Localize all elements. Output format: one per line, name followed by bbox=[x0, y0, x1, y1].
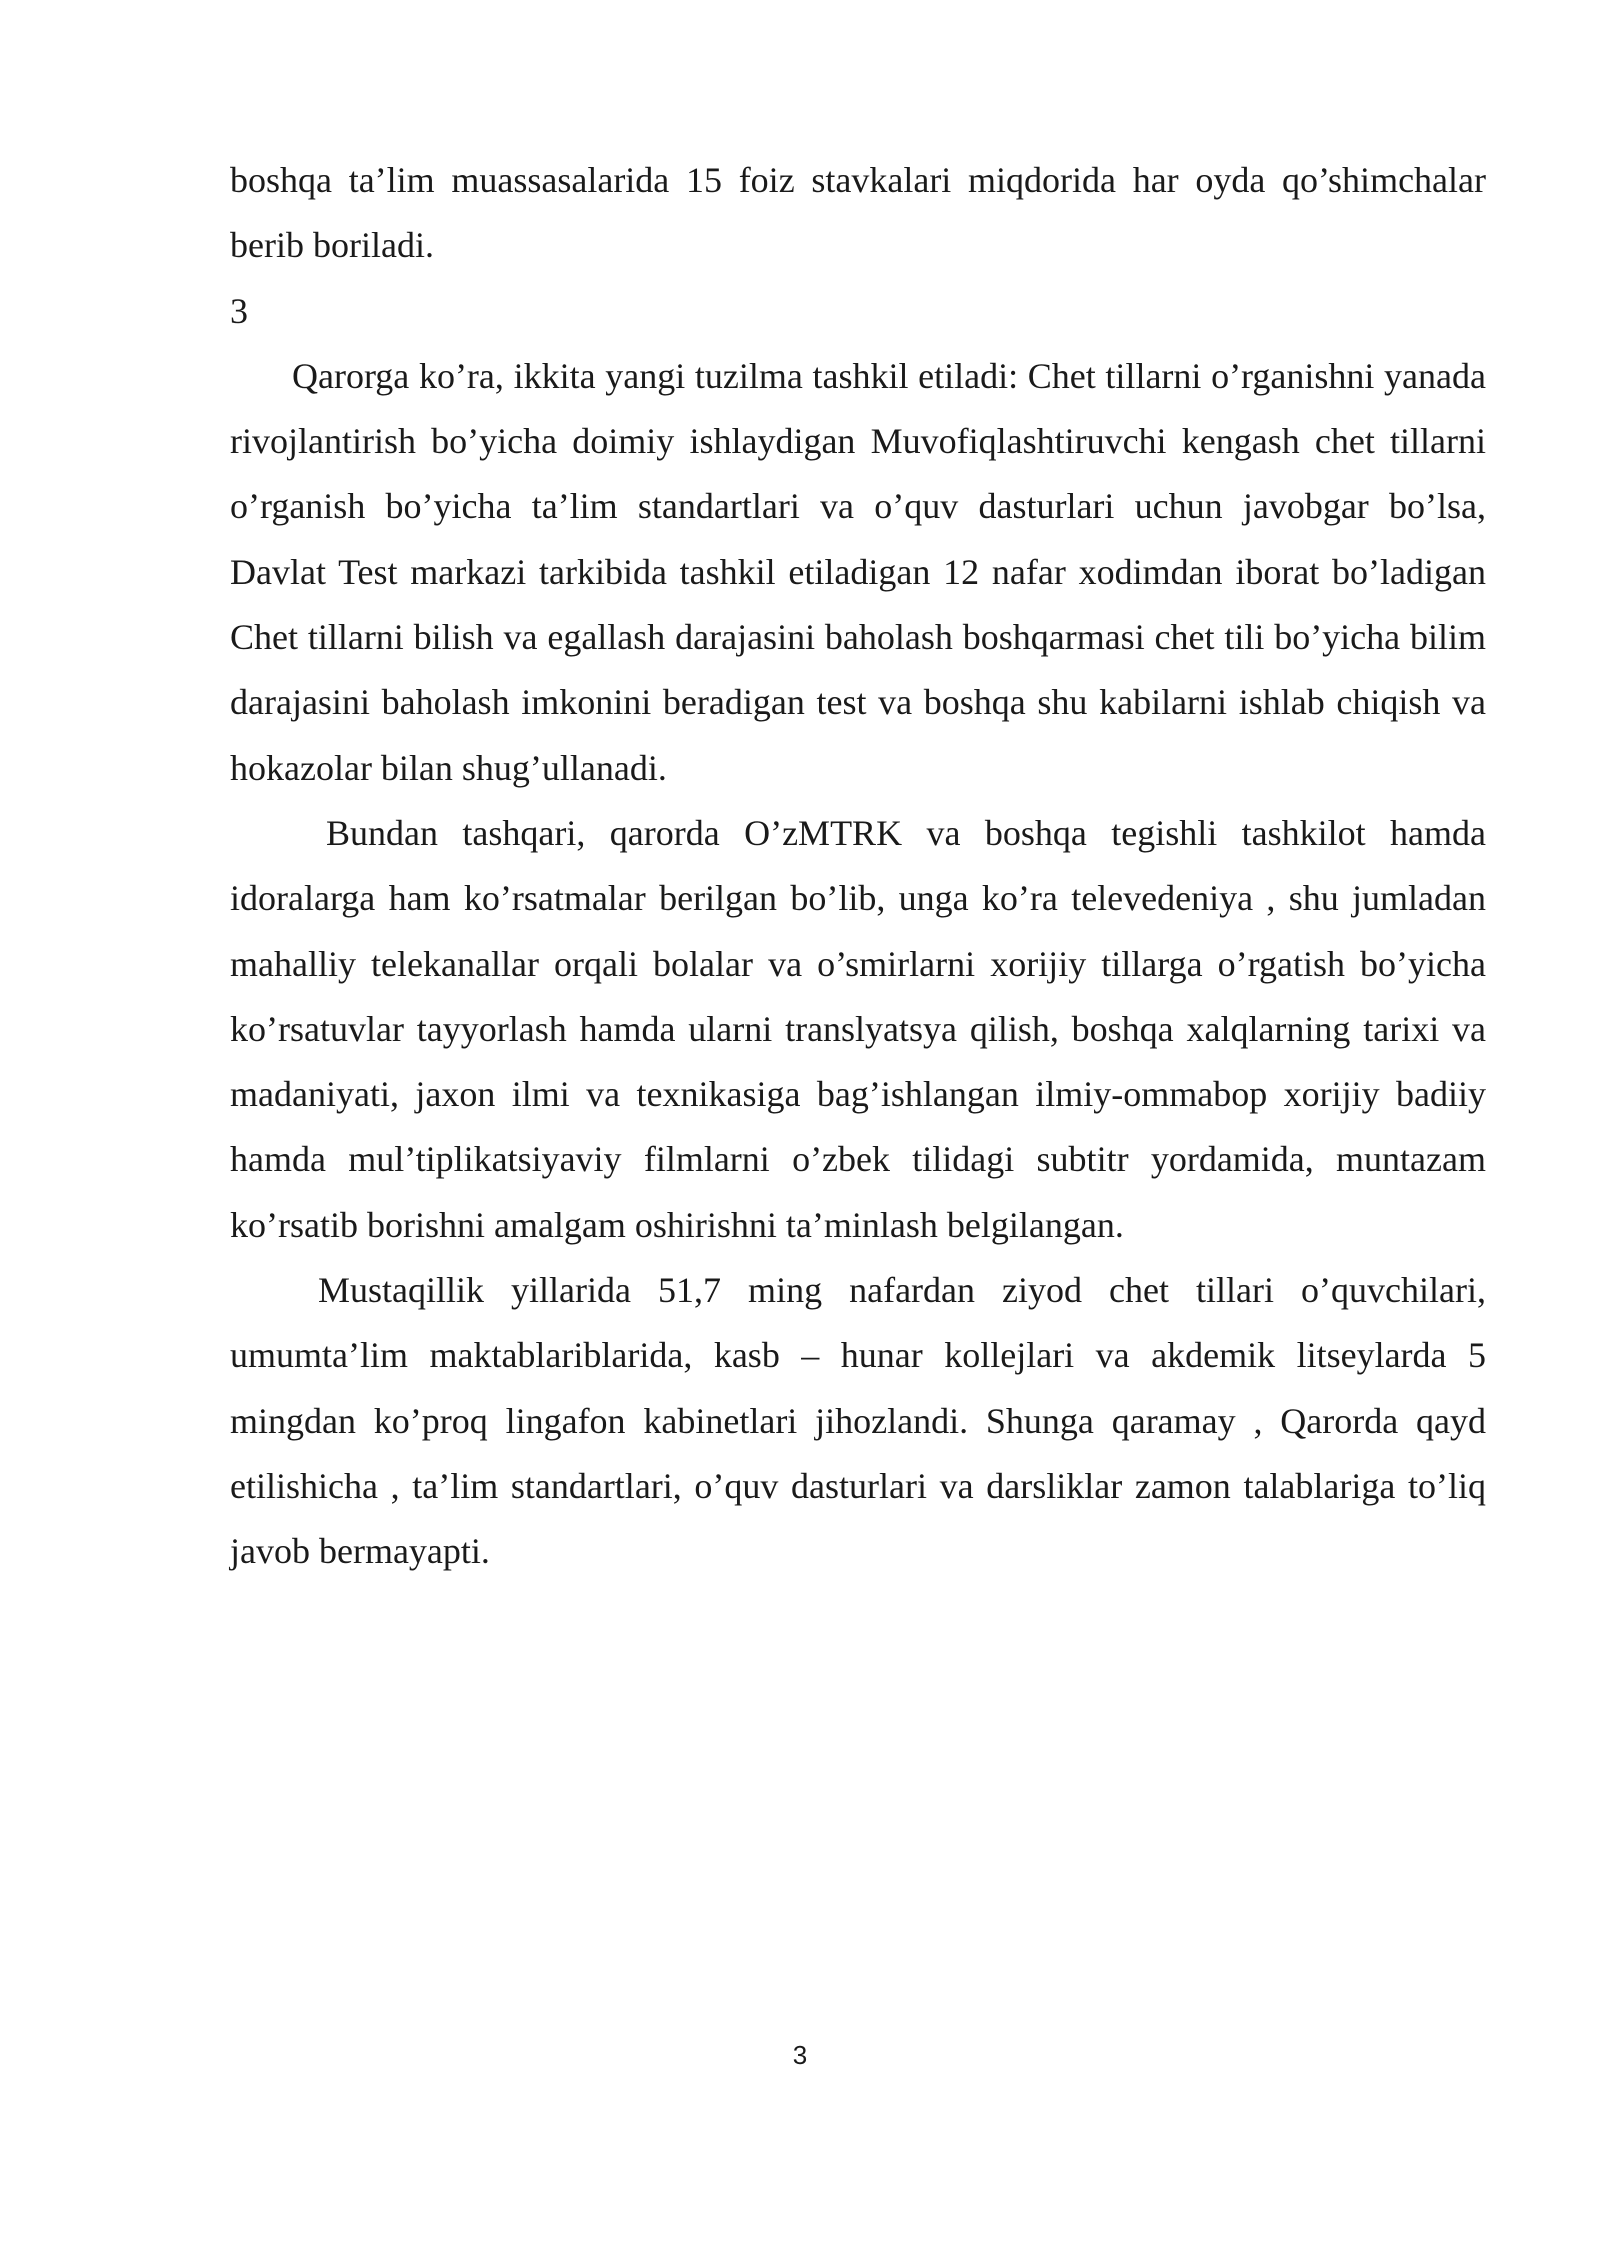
paragraph-3: Bundan tashqari, qarorda O’zMTRK va boshqa tegishli tashkilot hamda idoralarga ham ko’rsatmalar berilgan bo’lib, unga ko’ra televedeniya , shu jumladan mahalliy telekanallar orqali bolalar va o’smirlarni xorijiy tillarga o’rgatish bo’yicha ko’rsatuvlar tayyorlash hamda ularni translyatsya qilish, boshqa xalqlarning tarixi va madaniyati, jaxon ilmi va texnikasiga bag’ishlangan ilmiy-ommabop xorijiy badiiy hamda mul’tiplikatsiyaviy filmlarni o’zbek tilidagi subtitr yordamida, muntazam ko’rsatib borishni amalgam oshirishni ta’minlash belgilangan. bbox=[230, 812, 1486, 1245]
document-body bbox=[230, 148, 1486, 1585]
page-number: 3 bbox=[792, 2040, 808, 2070]
paragraph-4: Mustaqillik yillarida 51,7 ming nafardan ziyod chet tillari o’quvchilari, umumta’lim maktablariblarida, kasb – hunar kollejlari va akdemik litseylarda 5 mingdan ko’proq lingafon kabinetlari jihozlandi. Shunga qaramay , Qarorda qayd etilishicha , ta’lim standartlari, o’quv dasturlari va darsliklar zamon talablariga to’liq javob bermayapti. bbox=[230, 1270, 1486, 1572]
section-number: 3 bbox=[230, 290, 248, 331]
paragraph-1: boshqa ta’lim muassasalarida 15 foiz stavkalari miqdorida har oyda qo’shimchalar berib boriladi. bbox=[230, 160, 1486, 266]
paragraph-2: Qarorga ko’ra, ikkita yangi tuzilma tashkil etiladi: Chet tillarni o’rganishni yanada rivojlantirish bo’yicha doimiy ishlaydigan Muvofiqlashtiruvchi kengash chet tillarni o’rganish bo’yicha ta’lim standartlari va o’quv dasturlari uchun javobgar bo’lsa, Davlat Test markazi tarkibida tashkil etiladigan 12 nafar xodimdan iborat bo’ladigan Chet tillarni bilish va egallash darajasini baholash boshqarmasi chet tili bo’yicha bilim darajasini baholash imkonini beradigan test va boshqa shu kabilarni ishlab chiqish va hokazolar bilan shug’ullanadi. bbox=[230, 355, 1486, 788]
